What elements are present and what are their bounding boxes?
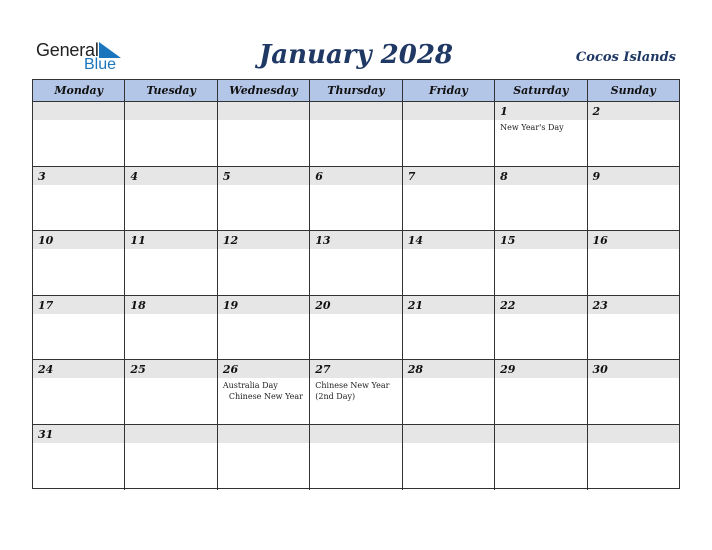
calendar-day-cell — [494, 296, 586, 360]
day-number: 21 — [407, 298, 423, 312]
day-number-band — [310, 425, 401, 443]
day-number-band — [403, 167, 494, 185]
day-number: 26 — [222, 363, 239, 377]
day-number: 10 — [38, 234, 54, 248]
day-number-band — [588, 425, 679, 443]
calendar-day-cell — [33, 425, 124, 490]
day-number-band — [588, 167, 679, 185]
day-number: 16 — [592, 234, 608, 248]
day-number: 14 — [407, 234, 423, 248]
day-number-band — [495, 425, 586, 443]
holiday-list — [223, 380, 306, 402]
calendar-day-cell — [309, 296, 401, 360]
day-number: 30 — [592, 363, 608, 377]
day-number: 24 — [38, 363, 54, 377]
calendar-day-cell — [217, 360, 309, 424]
day-number: 22 — [500, 298, 516, 312]
day-number-band — [125, 425, 216, 443]
calendar-day-cell — [402, 102, 494, 166]
day-number: 7 — [407, 169, 416, 183]
day-number-band — [218, 102, 309, 120]
calendar-day-cell — [587, 425, 679, 490]
calendar-day-cell — [217, 296, 309, 360]
calendar-day-cell — [124, 231, 216, 295]
holiday-list — [500, 122, 583, 133]
calendar-day-cell — [402, 231, 494, 295]
day-number: 27 — [315, 363, 331, 377]
holiday-list — [315, 380, 398, 402]
day-number-band — [218, 425, 309, 443]
calendar-day-cell — [309, 360, 401, 424]
calendar-day-cell — [33, 231, 124, 295]
day-number-band — [125, 102, 216, 120]
calendar-day-cell — [124, 102, 216, 166]
day-number-band — [495, 102, 586, 120]
calendar-day-cell — [587, 167, 679, 231]
day-number: 2 — [592, 105, 601, 118]
day-number-band — [125, 167, 216, 185]
calendar-day-cell — [494, 167, 586, 231]
calendar-day-cell — [309, 167, 401, 231]
calendar-day-cell — [309, 231, 401, 295]
calendar-week-row — [33, 231, 679, 296]
day-number-band — [403, 425, 494, 443]
day-number-band — [495, 167, 586, 185]
calendar-day-cell — [587, 296, 679, 360]
calendar-day-cell — [402, 425, 494, 490]
calendar-day-cell — [33, 296, 124, 360]
calendar-day-cell — [217, 425, 309, 490]
calendar-day-cell — [402, 360, 494, 424]
calendar-day-cell — [124, 360, 216, 424]
day-number: 17 — [38, 298, 54, 312]
day-number: 9 — [592, 169, 601, 183]
logo-text-blue: Blue — [84, 56, 117, 73]
calendar-week-row — [33, 102, 679, 167]
day-number: 18 — [130, 298, 146, 312]
day-number-band — [33, 167, 124, 185]
country-name: Cocos Islands — [575, 50, 676, 65]
day-number: 5 — [222, 169, 231, 183]
weekday-thursday: Thursday — [309, 80, 401, 101]
weekday-monday: Monday — [54, 84, 104, 97]
calendar-day-cell — [124, 167, 216, 231]
calendar-grid — [32, 79, 680, 489]
calendar-day-cell — [217, 167, 309, 231]
weekday-wednesday: Wednesday — [217, 80, 309, 101]
day-number: 28 — [407, 363, 423, 377]
day-number-band — [310, 102, 401, 120]
calendar-week-row — [33, 167, 679, 232]
calendar-day-cell — [217, 102, 309, 166]
calendar-day-cell — [494, 102, 586, 166]
calendar-day-cell — [217, 231, 309, 295]
day-number: 4 — [130, 169, 139, 183]
day-number: 29 — [500, 363, 516, 377]
calendar-day-cell — [124, 425, 216, 490]
day-number: 1 — [500, 105, 508, 118]
holiday-name: New Year's Day — [500, 123, 564, 132]
calendar-day-cell — [494, 360, 586, 424]
calendar-day-cell — [124, 296, 216, 360]
holiday-name: Australia Day — [222, 381, 278, 391]
day-number: 3 — [38, 169, 46, 183]
calendar-day-cell — [494, 231, 586, 295]
day-number: 20 — [315, 298, 331, 312]
day-number-band — [310, 167, 401, 185]
weekday-sunday: Sunday — [587, 80, 679, 101]
day-number: 12 — [222, 234, 239, 248]
calendar-day-cell — [309, 425, 401, 490]
calendar-day-cell — [33, 360, 124, 424]
day-number-band — [33, 102, 124, 120]
day-number-band — [218, 167, 309, 185]
calendar-week-row — [33, 296, 679, 361]
holiday-name: (2nd Day) — [315, 392, 356, 402]
weekday-saturday: Saturday — [494, 80, 586, 101]
calendar-day-cell — [494, 425, 586, 490]
day-number: 19 — [222, 298, 239, 312]
calendar-day-cell — [33, 167, 124, 231]
calendar-day-cell — [402, 167, 494, 231]
day-number: 8 — [500, 169, 508, 183]
page-title: January 2028 — [258, 40, 454, 70]
day-number: 31 — [38, 427, 54, 441]
calendar-day-cell — [309, 102, 401, 166]
weekday-header-row — [33, 80, 679, 102]
day-number-band — [403, 102, 494, 120]
calendar-day-cell — [33, 102, 124, 166]
logo-text-general: General — [36, 40, 99, 60]
calendar-weeks — [33, 102, 679, 490]
holiday-name: Chinese New Year — [315, 381, 390, 391]
day-number: 6 — [315, 169, 323, 183]
day-number: 25 — [130, 363, 146, 377]
calendar-day-cell — [587, 102, 679, 166]
day-number: 11 — [130, 234, 146, 248]
day-number-band — [588, 102, 679, 120]
day-number: 15 — [500, 234, 516, 248]
weekday-friday: Friday — [402, 80, 494, 101]
weekday-tuesday: Tuesday — [124, 80, 216, 101]
day-number: 13 — [315, 234, 331, 248]
calendar-day-cell — [402, 296, 494, 360]
calendar-week-row — [33, 425, 679, 490]
day-number: 23 — [592, 298, 608, 312]
calendar-day-cell — [587, 231, 679, 295]
calendar-day-cell — [587, 360, 679, 424]
holiday-name: Chinese New Year — [228, 392, 303, 402]
calendar-week-row — [33, 360, 679, 425]
